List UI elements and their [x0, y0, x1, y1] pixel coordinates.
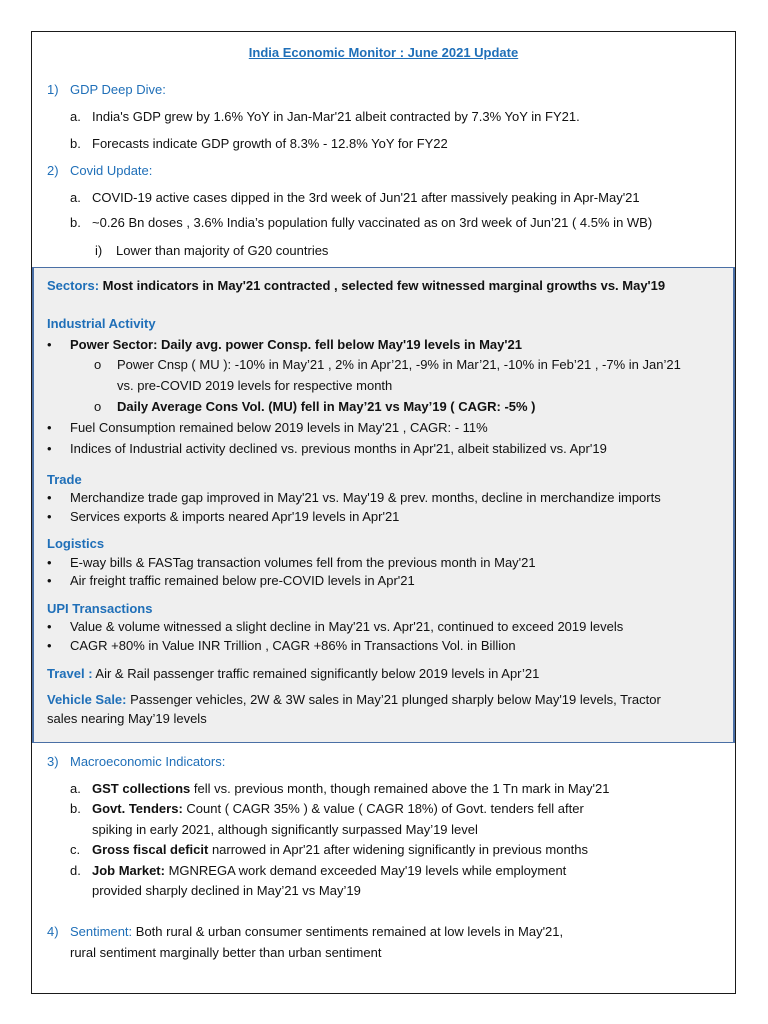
section-1-heading: GDP Deep Dive: — [70, 82, 166, 97]
trade-item-1: Merchandize trade gap improved in May'21 vs. May'19 & prev. months, decline in merchandize imports — [70, 490, 661, 505]
trade-heading: Trade — [47, 472, 82, 487]
bullet: • — [47, 337, 52, 352]
travel-text: Air & Rail passenger traffic remained significantly below 2019 levels in Apr’21 — [92, 666, 540, 681]
s3-item-d-marker: d. — [70, 863, 81, 878]
sectors-text: Most indicators in May'21 contracted , selected few witnessed marginal growths vs. May'19 — [99, 278, 666, 293]
s1-item-a: India's GDP grew by 1.6% YoY in Jan-Mar'21 albeit contracted by 7.3% YoY in FY21. — [92, 109, 580, 124]
vehicle-label: Vehicle Sale: — [47, 692, 127, 707]
s3-item-c-marker: c. — [70, 842, 81, 857]
sectors-panel — [32, 267, 735, 743]
power-cnsp-line2: vs. pre-COVID 2019 levels for respective month — [117, 378, 393, 393]
vehicle-line-2: sales nearing May’19 levels — [47, 711, 207, 726]
s1-item-a-marker: a. — [70, 109, 81, 124]
s2-item-a: COVID-19 active cases dipped in the 3rd week of Jun'21 after massively peaking in Apr-May'21 — [92, 190, 640, 205]
upi-heading: UPI Transactions — [47, 601, 153, 616]
bullet: • — [47, 490, 52, 505]
document-frame — [31, 31, 736, 994]
travel-line — [47, 666, 539, 682]
bullet: • — [47, 420, 52, 435]
s3-item-a-marker: a. — [70, 781, 81, 796]
industrial-heading: Industrial Activity — [47, 316, 156, 331]
fiscal-text: narrowed in Apr'21 after widening significantly in previous months — [208, 842, 589, 857]
job-label: Job Market: — [92, 863, 165, 878]
power-cnsp-line1: Power Cnsp ( MU ): -10% in May’21 , 2% in Apr’21, -9% in Mar’21, -10% in Feb’21 , -7% in Jan’21 — [117, 357, 681, 372]
bullet: • — [47, 441, 52, 456]
section-1-number: 1) — [47, 82, 59, 97]
circle-bullet: o — [94, 357, 102, 372]
circle-bullet: o — [94, 399, 102, 414]
s3-item-b-cont: spiking in early 2021, although significantly surpassed May’19 level — [92, 822, 478, 837]
bullet: • — [47, 555, 52, 570]
s3-item-b — [92, 801, 584, 817]
section-2-number: 2) — [47, 163, 59, 178]
section-4-heading: Sentiment: — [70, 924, 133, 939]
section-4-number: 4) — [47, 924, 59, 939]
logistics-item-1: E-way bills & FASTag transaction volumes fell from the previous month in May'21 — [70, 555, 536, 570]
tenders-text: Count ( CAGR 35% ) & value ( CAGR 18%) of Govt. tenders fell after — [182, 801, 584, 816]
section-3-heading: Macroeconomic Indicators: — [70, 754, 226, 769]
tenders-label: Govt. Tenders: — [92, 801, 183, 816]
daily-cons-item: Daily Average Cons Vol. (MU) fell in May’21 vs May’19 ( CAGR: -5% ) — [117, 399, 536, 414]
s2-sub-item: Lower than majority of G20 countries — [116, 243, 329, 258]
logistics-heading: Logistics — [47, 536, 105, 551]
gst-text: fell vs. previous month, though remained above the 1 Tn mark in May'21 — [190, 781, 610, 796]
section-4-line-2: rural sentiment marginally better than urban sentiment — [70, 945, 382, 960]
s2-sub-marker: i) — [95, 243, 103, 258]
section-3-number: 3) — [47, 754, 59, 769]
sectors-summary — [47, 278, 665, 294]
fiscal-label: Gross fiscal deficit — [92, 842, 209, 857]
job-text: MGNREGA work demand exceeded May'19 levels while employment — [164, 863, 567, 878]
s2-item-a-marker: a. — [70, 190, 81, 205]
section-2-heading: Covid Update: — [70, 163, 153, 178]
bullet: • — [47, 619, 52, 634]
gst-label: GST collections — [92, 781, 191, 796]
logistics-item-2: Air freight traffic remained below pre-COVID levels in Apr'21 — [70, 573, 415, 588]
indices-item: Indices of Industrial activity declined vs. previous months in Apr'21, albeit stabilized vs. Apr'19 — [70, 441, 607, 456]
upi-item-1: Value & volume witnessed a slight decline in May'21 vs. Apr'21, continued to exceed 2019 levels — [70, 619, 624, 634]
power-sector-item: Power Sector: Daily avg. power Consp. fell below May'19 levels in May'21 — [70, 337, 522, 352]
upi-item-2: CAGR +80% in Value INR Trillion , CAGR +86% in Transactions Vol. in Billion — [70, 638, 516, 653]
bullet: • — [47, 573, 52, 588]
s3-item-b-marker: b. — [70, 801, 81, 816]
s1-item-b: Forecasts indicate GDP growth of 8.3% - 12.8% YoY for FY22 — [92, 136, 448, 151]
vehicle-text-1: Passenger vehicles, 2W & 3W sales in May’21 plunged sharply below May'19 levels, Tractor — [126, 692, 661, 707]
bullet: • — [47, 509, 52, 524]
travel-label: Travel : — [47, 666, 93, 681]
vehicle-line-1 — [47, 692, 661, 708]
fuel-item: Fuel Consumption remained below 2019 levels in May'21 , CAGR: - 11% — [70, 420, 488, 435]
page-title: India Economic Monitor : June 2021 Update — [248, 45, 519, 60]
s2-item-b: ~0.26 Bn doses , 3.6% India’s population fully vaccinated as on 3rd week of Jun’21 ( 4.5% in WB) — [92, 215, 653, 230]
s3-item-c — [92, 842, 588, 858]
sectors-label: Sectors: — [47, 278, 100, 293]
s3-item-d — [92, 863, 566, 879]
s2-item-b-marker: b. — [70, 215, 81, 230]
s3-item-a — [92, 781, 609, 797]
s3-item-d-cont: provided sharply declined in May’21 vs May’19 — [92, 883, 361, 898]
s1-item-b-marker: b. — [70, 136, 81, 151]
bullet: • — [47, 638, 52, 653]
sentiment-text: Both rural & urban consumer sentiments remained at low levels in May'21, — [132, 924, 564, 939]
trade-item-2: Services exports & imports neared Apr'19 levels in Apr'21 — [70, 509, 400, 524]
section-4-line-1 — [70, 924, 563, 940]
